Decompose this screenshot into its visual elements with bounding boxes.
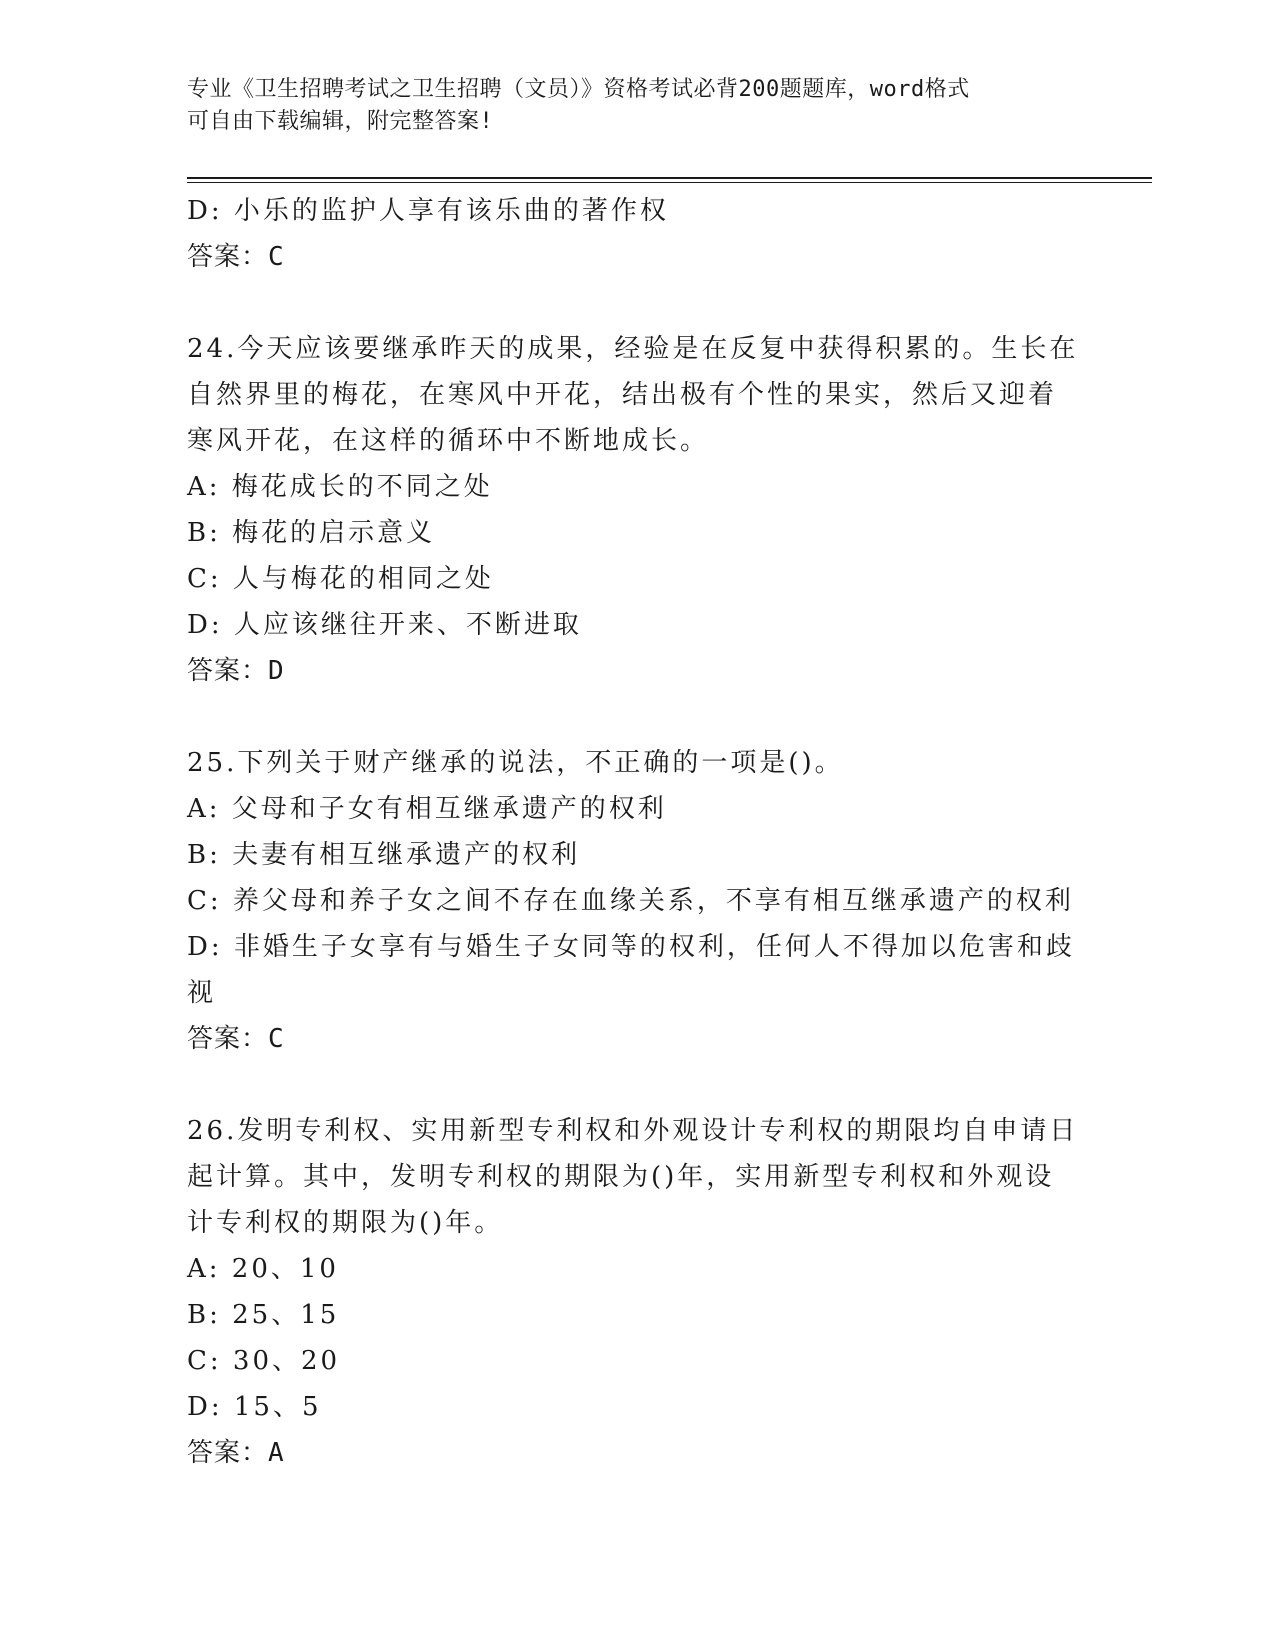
answer-value: C <box>268 242 285 272</box>
header-divider-thin <box>187 182 1152 183</box>
option-a: A: 梅花成长的不同之处 <box>187 472 493 502</box>
answer-line <box>187 234 1077 280</box>
answer-line <box>187 1016 1077 1062</box>
header-divider-thick <box>187 177 1152 179</box>
document-header <box>187 74 1067 138</box>
option-c: C: 人与梅花的相同之处 <box>187 564 494 594</box>
spacer <box>187 280 1077 326</box>
option-d: D: 非婚生子女享有与婚生子女同等的权利，任何人不得加以危害和歧 <box>187 932 1075 962</box>
option-c: C: 30、20 <box>187 1346 341 1376</box>
answer-value: C <box>268 1024 285 1054</box>
option-c: C: 养父母和养子女之间不存在血缘关系，不享有相互继承遗产的权利 <box>187 886 1074 916</box>
option-d: D: 15、5 <box>187 1392 322 1422</box>
answer-label: 答案： <box>187 242 269 272</box>
option-a: A: 父母和子女有相互继承遗产的权利 <box>187 794 667 824</box>
answer-line <box>187 648 1077 694</box>
option-d: D: 小乐的监护人享有该乐曲的著作权 <box>187 196 669 226</box>
question-stem-line: 26.发明专利权、实用新型专利权和外观设计专利权的期限均自申请日 <box>187 1116 1079 1146</box>
question-24 <box>187 326 1077 694</box>
answer-value: D <box>268 656 285 686</box>
question-23 <box>187 188 1077 280</box>
question-stem-line: 计专利权的期限为()年。 <box>187 1208 504 1238</box>
spacer <box>187 1062 1077 1108</box>
option-b: B: 25、15 <box>187 1300 340 1330</box>
question-stem-line: 自然界里的梅花，在寒风中开花，结出极有个性的果实，然后又迎着 <box>187 380 1058 410</box>
answer-label: 答案： <box>187 1024 269 1054</box>
question-stem-line: 24.今天应该要继承昨天的成果，经验是在反复中获得积累的。生长在 <box>187 334 1079 364</box>
question-content <box>187 188 1077 1476</box>
option-d: D: 人应该继往开来、不断进取 <box>187 610 582 640</box>
answer-value: A <box>268 1438 285 1468</box>
question-stem-line: 寒风开花，在这样的循环中不断地成长。 <box>187 426 710 456</box>
option-b: B: 夫妻有相互继承遗产的权利 <box>187 840 581 870</box>
question-stem-line: 起计算。其中，发明专利权的期限为()年，实用新型专利权和外观设 <box>187 1162 1055 1192</box>
option-b: B: 梅花的启示意义 <box>187 518 436 548</box>
option-a: A: 20、10 <box>187 1254 339 1284</box>
answer-label: 答案： <box>187 1438 269 1468</box>
option-d-continued: 视 <box>187 978 217 1008</box>
header-title-line-2: 可自由下载编辑，附完整答案! <box>187 109 494 134</box>
spacer <box>187 694 1077 740</box>
question-stem-line: 25.下列关于财产继承的说法，不正确的一项是()。 <box>187 748 844 778</box>
question-26 <box>187 1108 1077 1476</box>
header-title-line-1: 专业《卫生招聘考试之卫生招聘（文员）》资格考试必背200题题库，word格式 <box>187 77 970 102</box>
answer-label: 答案： <box>187 656 269 686</box>
answer-line <box>187 1430 1077 1476</box>
question-25 <box>187 740 1077 1062</box>
